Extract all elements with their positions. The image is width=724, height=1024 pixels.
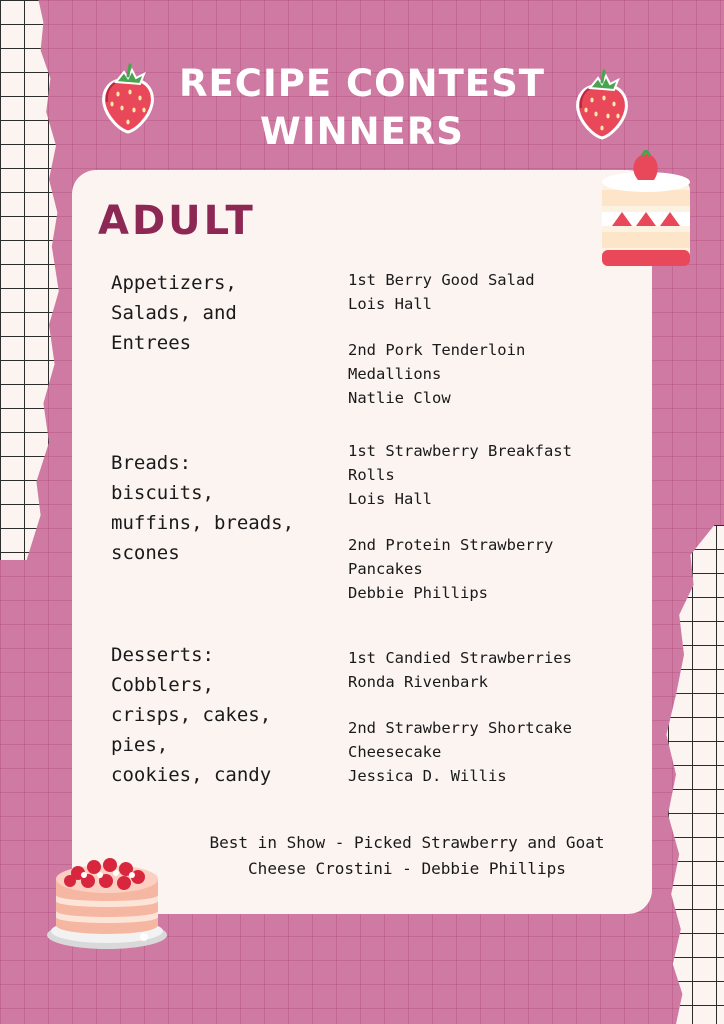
- category-winners: [348, 439, 648, 627]
- second-place: [348, 533, 648, 605]
- page-title: [140, 60, 584, 156]
- best-in-show-line: Cheese Crostini - Debbie Phillips: [248, 859, 566, 878]
- winner-line: 1st Strawberry Breakfast: [348, 442, 572, 460]
- winner-line: Lois Hall: [348, 490, 432, 508]
- category-label: Breads: biscuits, muffins, breads, scones: [111, 452, 295, 564]
- best-in-show: [172, 830, 642, 882]
- winner-line: Ronda Rivenbark: [348, 673, 488, 691]
- category-winners: [348, 268, 648, 432]
- winners-card: [72, 170, 652, 914]
- winner-line: Pancakes: [348, 560, 423, 578]
- winner-line: Rolls: [348, 466, 395, 484]
- section-title: ADULT: [98, 198, 256, 244]
- winner-line: Jessica D. Willis: [348, 767, 507, 785]
- first-place: [348, 646, 648, 694]
- winner-line: 1st Candied Strawberries: [348, 649, 572, 667]
- grid-paper-left: [0, 0, 70, 560]
- shortcake-slice-icon: [598, 150, 694, 272]
- winner-line: Lois Hall: [348, 295, 432, 313]
- category-label: Appetizers, Salads, and Entrees: [111, 272, 237, 354]
- second-place: [348, 716, 648, 788]
- layer-cake-icon: [44, 845, 170, 955]
- category-label: Desserts: Cobblers, crisps, cakes, pies, cookies, candy: [111, 644, 272, 786]
- winner-line: Natlie Clow: [348, 389, 451, 407]
- title-line-2: WINNERS: [260, 110, 464, 153]
- winner-line: Medallions: [348, 365, 442, 383]
- category-winners: [348, 646, 648, 810]
- winner-line: 2nd Pork Tenderloin: [348, 341, 526, 359]
- winner-line: 1st Berry Good Salad: [348, 271, 535, 289]
- winner-line: 2nd Protein Strawberry: [348, 536, 554, 554]
- first-place: [348, 439, 648, 511]
- grid-paper-right: [644, 525, 724, 1024]
- title-line-1: RECIPE CONTEST: [179, 62, 545, 105]
- second-place: [348, 338, 648, 410]
- best-in-show-line: Best in Show - Picked Strawberry and Goat: [209, 833, 605, 852]
- winner-line: 2nd Strawberry Shortcake: [348, 719, 572, 737]
- winner-line: Debbie Phillips: [348, 584, 488, 602]
- winner-line: Cheesecake: [348, 743, 442, 761]
- first-place: [348, 268, 648, 316]
